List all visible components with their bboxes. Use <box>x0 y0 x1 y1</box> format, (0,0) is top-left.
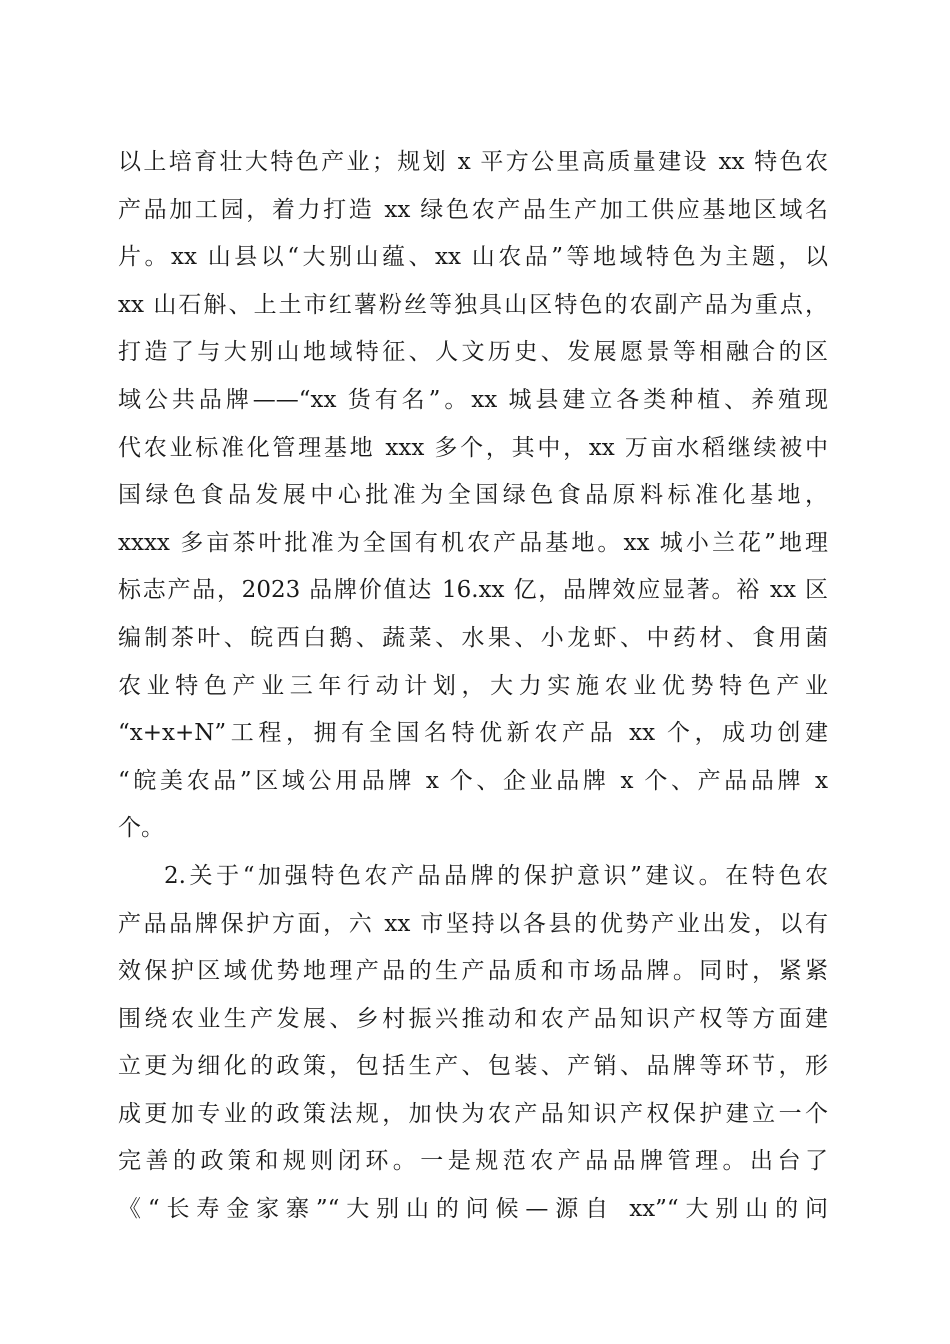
text-line: 国绿色食品发展中心批准为全国绿色食品原料标准化基地， <box>118 482 828 509</box>
text-line: 打造了与大别山地域特征、人文历史、发展愿景等相融合的区 <box>118 339 828 366</box>
text-line: 编制茶叶、皖西白鹅、蔬菜、水果、小龙虾、中药材、食用菌 <box>118 624 828 651</box>
text-line: 效保护区域优势地理产品的生产品质和市场品牌。同时，紧紧 <box>118 958 828 985</box>
body-text <box>118 139 828 1234</box>
text-line: “皖美农品”区域公用品牌 x 个、企业品牌 x 个、产品品牌 x <box>118 767 828 794</box>
text-line: 片。xx 山县以“大别山蕴、xx 山农品”等地域特色为主题，以 <box>118 244 828 271</box>
text-line: 立更为细化的政策，包括生产、包装、产销、品牌等环节，形 <box>118 1053 828 1080</box>
text-line: 产品品牌保护方面，六 xx 市坚持以各县的优势产业出发，以有 <box>118 910 828 937</box>
text-line: 农业特色产业三年行动计划，大力实施农业优势特色产业 <box>118 672 828 699</box>
text-line: 以上培育壮大特色产业；规划 x 平方公里高质量建设 xx 特色农 <box>118 149 828 175</box>
text-line: 完善的政策和规则闭环。一是规范农产品品牌管理。出台了 <box>118 1148 828 1175</box>
text-line: 围绕农业生产发展、乡村振兴推动和农产品知识产权等方面建 <box>118 1005 828 1032</box>
text-line: 《“长寿金家寨”“大别山的问候—源自 xx”“大别山的问 <box>118 1196 828 1223</box>
text-line: 产品加工园，着力打造 xx 绿色农产品生产加工供应基地区域名 <box>118 196 828 223</box>
paragraph-1 <box>118 139 828 853</box>
text-line: 域公共品牌——“xx 货有名”。xx 城县建立各类种植、养殖现 <box>118 386 828 413</box>
text-line: xxxx 多亩茶叶批准为全国有机农产品基地。xx 城小兰花”地理 <box>118 529 828 556</box>
text-line: “x+x+N”工程，拥有全国名特优新农产品 xx 个，成功创建 <box>118 720 828 747</box>
text-line: 成更加专业的政策法规，加快为农产品知识产权保护建立一个 <box>118 1100 828 1127</box>
text-line: xx 山石斛、上土市红薯粉丝等独具山区特色的农副产品为重点， <box>118 291 828 318</box>
text-line: 个。 <box>118 815 164 842</box>
paragraph-2 <box>118 853 828 1234</box>
text-line: 2.关于“加强特色农产品品牌的保护意识”建议。在特色农 <box>164 862 828 889</box>
text-line: 标志产品，2023 品牌价值达 16.xx 亿，品牌效应显著。裕 xx 区 <box>118 577 828 604</box>
text-line: 代农业标准化管理基地 xxx 多个，其中，xx 万亩水稻继续被中 <box>118 434 828 461</box>
